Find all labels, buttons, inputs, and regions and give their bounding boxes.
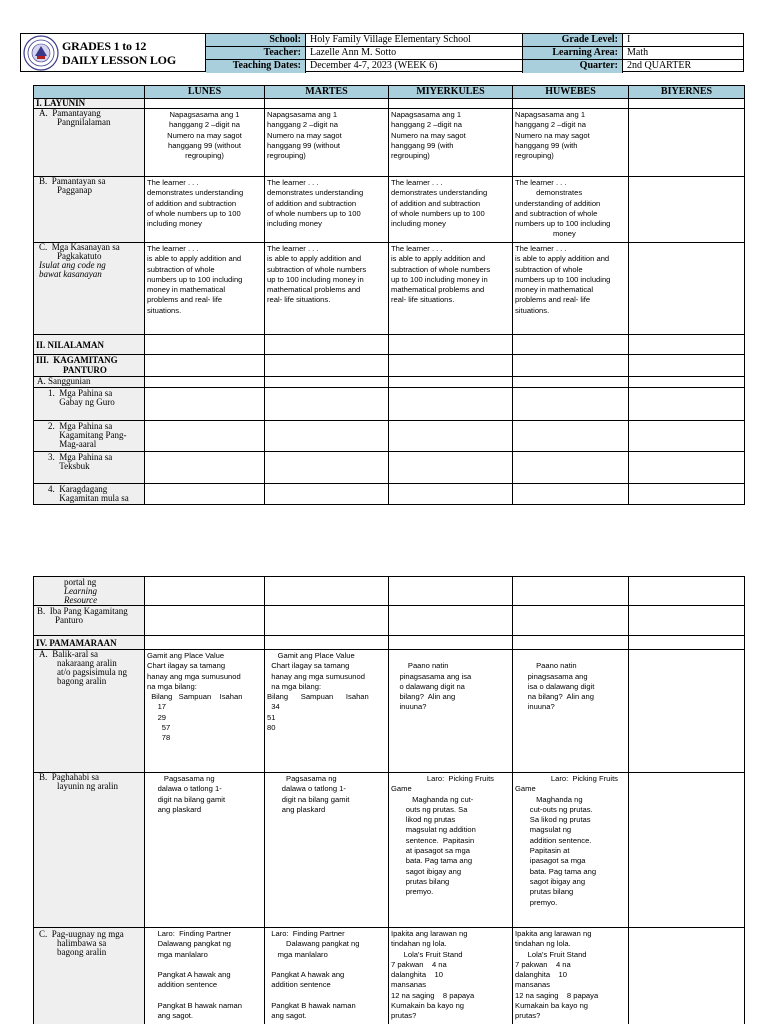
lesson-plan-table-page1 bbox=[33, 85, 745, 505]
lesson-plan-table-page2 bbox=[33, 576, 745, 1024]
day-header-lunes: LUNES bbox=[145, 86, 265, 99]
cell-biyernes-pag-uugnay bbox=[629, 928, 745, 1024]
grade-value: I bbox=[623, 34, 743, 47]
cell-lunes-kasanayan: The learner . . . is able to apply addition and subtraction of whole numbers up to 100 including money in mathematical problems and real- life situations. bbox=[145, 243, 265, 335]
teacher-label: Teacher: bbox=[206, 47, 306, 60]
teacher-value: Lazelle Ann M. Sotto bbox=[306, 47, 523, 60]
day-header-miyerkules: MIYERKULES bbox=[389, 86, 513, 99]
row-label-pamantayang-pangnilalaman: A. Pamantayang Pangnilalaman bbox=[34, 109, 145, 177]
deped-seal-icon bbox=[23, 35, 59, 71]
day-header-martes: MARTES bbox=[265, 86, 389, 99]
cell-lunes-paghahabi: Pagsasama ng dalawa o tatlong 1- digit na bilang gamit ang plaskard bbox=[145, 773, 265, 928]
cell-martes-kasanayan: The learner . . . is able to apply addition and subtraction of whole numbers up to 100 including money in mathematical problems and real- life situations. bbox=[265, 243, 389, 335]
row-label-mga-kasanayan: C. Mga Kasanayan sa Pagkakatuto Isulat ang code ng bawat kasanayan bbox=[34, 243, 145, 335]
cell-huwebes-pangnilalaman: Napagsasama ang 1 hanggang 2 –digit na Numero na may sagot hanggang 99 (with regrouping) bbox=[513, 109, 629, 177]
section-pamamaraan: IV. PAMAMARAAN bbox=[34, 636, 145, 650]
quarter-value: 2nd QUARTER bbox=[627, 60, 692, 71]
school-label: School: bbox=[206, 34, 306, 47]
log-title-line1: GRADES 1 to 12 bbox=[62, 38, 147, 53]
cell-miyerkules-pag-uugnay: Ipakita ang larawan ng tindahan ng lola. Lola's Fruit Stand 7 pakwan 4 na dalanghita 10 mansanas 12 na saging 8 papaya Kumakain ba kayo ng prutas? bbox=[389, 928, 513, 1024]
cell-biyernes-balik-aral bbox=[629, 650, 745, 773]
log-title-line2: DAILY LESSON LOG bbox=[62, 52, 176, 67]
quarter-label: Quarter: bbox=[523, 60, 623, 73]
section-kagamitang-panturo: III. KAGAMITANG PANTURO bbox=[34, 355, 145, 377]
day-header-biyernes: BIYERNES bbox=[629, 86, 745, 99]
section-nilalaman: II. NILALAMAN bbox=[34, 335, 145, 355]
area-label: Learning Area: bbox=[523, 47, 623, 60]
school-value: Holy Family Village Elementary School bbox=[306, 34, 523, 47]
cell-martes-paghahabi: Pagsasama ng dalawa o tatlong 1- digit na bilang gamit ang plaskard bbox=[265, 773, 389, 928]
cell-martes-balik-aral: Gamit ang Place Value Chart ilagay sa tamang hanay ang mga sumusunod na mga bilang: Bilang Sampuan Isahan 34 51 80 bbox=[265, 650, 389, 773]
row-label-balik-aral: A. Balik-aral sa nakaraang aralin at/o pagsisimula ng bagong aralin bbox=[34, 650, 145, 773]
cell-biyernes-pagganap bbox=[629, 177, 745, 243]
cell-huwebes-paghahabi: Laro: Picking Fruits Game Maghanda ng cut-outs ng prutas. Sa likod ng prutas magsulat ng addition sentence. Papitasin at ipasagot sa mga bata. Pag tama ang sagot ibigay ang prutas bilang premyo. bbox=[513, 773, 629, 928]
cell-biyernes-kasanayan bbox=[629, 243, 745, 335]
lesson-log-header bbox=[20, 33, 744, 72]
cell-lunes-pag-uugnay: Laro: Finding Partner Dalawang pangkat ng mga manlalaro Pangkat A hawak ang addition sentence Pangkat B hawak naman ang sagot. bbox=[145, 928, 265, 1024]
section-layunin: I. LAYUNIN bbox=[34, 99, 145, 109]
row-label-teksbuk: 3. Mga Pahina sa Teksbuk bbox=[34, 452, 145, 484]
cell-martes-pag-uugnay: Laro: Finding Partner Dalawang pangkat ng mga manlalaro Pangkat A hawak ang addition sentence Pangkat B hawak naman ang sagot. bbox=[265, 928, 389, 1024]
day-header-huwebes: HUWEBES bbox=[513, 86, 629, 99]
row-label-paghahabi: B. Paghahabi sa layunin ng aralin bbox=[34, 773, 145, 928]
area-value: Math bbox=[623, 47, 743, 60]
cell-huwebes-balik-aral: Paano natin pinagsasama ang isa o dalawang digit na bilang? Alin ang inuuna? bbox=[513, 650, 629, 773]
cell-miyerkules-kasanayan: The learner . . . is able to apply addition and subtraction of whole numbers up to 100 including money in mathematical problems and real- life situations. bbox=[389, 243, 513, 335]
cell-lunes-pagganap: The learner . . . demonstrates understanding of addition and subtraction of whole numbers up to 100 including money bbox=[145, 177, 265, 243]
cell-miyerkules-pangnilalaman: Napagsasama ang 1 hanggang 2 –digit na Numero na may sagot hanggang 99 (with regrouping) bbox=[389, 109, 513, 177]
grade-label: Grade Level: bbox=[523, 34, 623, 47]
header-info-grid bbox=[206, 34, 743, 71]
cell-lunes-pangnilalaman: Napagsasama ang 1 hanggang 2 –digit na Numero na may sagot hanggang 99 (without regrouping) bbox=[145, 109, 265, 177]
row-label-karagdagang-kagamitan: 4. Karagdagang Kagamitan mula sa bbox=[34, 484, 145, 505]
row-label-pamantayan-sa-pagganap: B. Pamantayan sa Pagganap bbox=[34, 177, 145, 243]
row-label-portal-learning-resource: portal ng Learning Resource bbox=[34, 577, 145, 606]
cell-huwebes-pag-uugnay: Ipakita ang larawan ng tindahan ng lola. Lola's Fruit Stand 7 pakwan 4 na dalanghita 10 mansanas 12 na saging 8 papaya Kumakain ba kayo ng prutas? bbox=[513, 928, 629, 1024]
cell-miyerkules-pagganap: The learner . . . demonstrates understanding of addition and subtraction of whole numbers up to 100 including money bbox=[389, 177, 513, 243]
row-label-sanggunian: A. Sanggunian bbox=[34, 377, 145, 388]
cell-huwebes-kasanayan: The learner . . . is able to apply addition and subtraction of whole numbers up to 100 including money in mathematical problems and real- life situations. bbox=[513, 243, 629, 335]
row-label-kagamitang-pang-mag-aaral: 2. Mga Pahina sa Kagamitang Pang- Mag-aaral bbox=[34, 421, 145, 452]
cell-biyernes-paghahabi bbox=[629, 773, 745, 928]
brand-block bbox=[21, 34, 206, 71]
cell-lunes-balik-aral: Gamit ang Place Value Chart ilagay sa tamang hanay ang mga sumusunod na mga bilang: Bilang Sampuan Isahan 17 29 57 78 bbox=[145, 650, 265, 773]
row-label-iba-pang-kagamitan: B. Iba Pang Kagamitang Panturo bbox=[34, 606, 145, 636]
cell-martes-pangnilalaman: Napagsasama ang 1 hanggang 2 –digit na Numero na may sagot hanggang 99 (without regrouping) bbox=[265, 109, 389, 177]
dates-value: December 4-7, 2023 (WEEK 6) bbox=[306, 60, 523, 73]
cell-miyerkules-paghahabi: Laro: Picking Fruits Game Maghanda ng cut- outs ng prutas. Sa likod ng prutas magsulat ng addition sentence. Papitasin at ipasagot sa mga bata. Pag tama ang sagot ibigay ang prutas bilang premyo. bbox=[389, 773, 513, 928]
cell-martes-pagganap: The learner . . . demonstrates understanding of addition and subtraction of whole numbers up to 100 including money bbox=[265, 177, 389, 243]
cell-huwebes-pagganap: The learner . . . demonstrates understanding of addition and subtraction of whole numbers up to 100 including money bbox=[513, 177, 629, 243]
row-label-gabay-ng-guro: 1. Mga Pahina sa Gabay ng Guro bbox=[34, 388, 145, 421]
cell-miyerkules-balik-aral: Paano natin pinagsasama ang isa o dalawang digit na bilang? Alin ang inuuna? bbox=[389, 650, 513, 773]
cell-biyernes-pangnilalaman bbox=[629, 109, 745, 177]
dates-label: Teaching Dates: bbox=[206, 60, 306, 73]
row-label-pag-uugnay: C. Pag-uugnay ng mga halimbawa sa bagong aralin bbox=[34, 928, 145, 1024]
